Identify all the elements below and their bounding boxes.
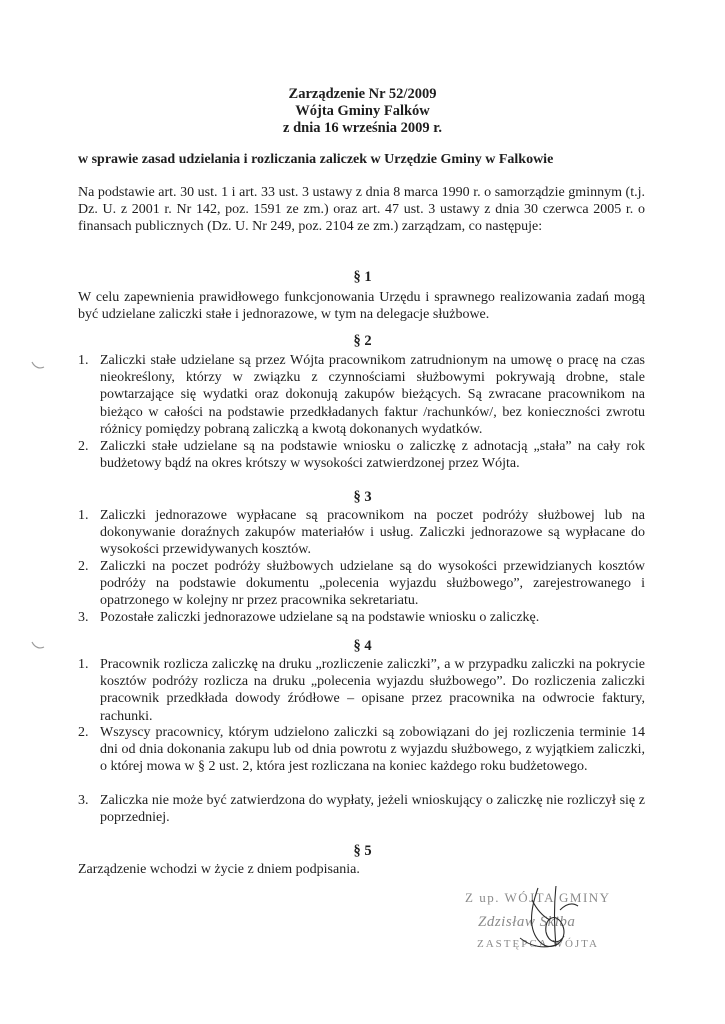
- section-2-heading: § 2: [353, 333, 372, 349]
- section-2-item-2: [78, 438, 645, 472]
- section-5-heading: § 5: [353, 843, 372, 859]
- punch-hole-mark-icon: [30, 360, 46, 372]
- document-date: z dnia 16 września 2009 r.: [283, 120, 442, 136]
- stamp-line-1: Z up. WÓJTA GMINY: [465, 890, 611, 905]
- document-issuer: Wójta Gminy Falków: [295, 103, 430, 119]
- item-number: 2.: [78, 725, 89, 740]
- item-number: 3.: [78, 793, 89, 808]
- section-5-text: Zarządzenie wchodzi w życie z dniem podpisania.: [78, 862, 360, 877]
- stamp-line-2: Zdzisław Skiba: [478, 914, 576, 930]
- item-text: Zaliczka nie może być zatwierdzona do wypłaty, jeżeli wnioskujący o zaliczkę nie rozliczył się z poprzedniej.: [100, 793, 645, 826]
- stamp-line-3: ZASTĘPCA WÓJTA: [477, 938, 599, 950]
- item-text: Zaliczki stałe udzielane są na podstawie wniosku o zaliczkę z adnotacją „stała” na cały rok budżetowy bądź na okres krótszy w wysokości zatwierdzonej przez Wójta.: [100, 439, 645, 472]
- item-number: 2.: [78, 439, 89, 454]
- section-1-heading: § 1: [353, 269, 372, 285]
- section-4-item-2: [78, 724, 645, 776]
- section-1-text: W celu zapewnienia prawidłowego funkcjonowania Urzędu i sprawnego realizowania zadań mogą być udzielane zaliczki stałe i jednorazowe, w tym na delegacje służbowe.: [78, 290, 645, 323]
- item-number: 2.: [78, 559, 89, 574]
- preamble: Na podstawie art. 30 ust. 1 i art. 33 ust. 3 ustawy z dnia 8 marca 1990 r. o samorządzie gminnym (t.j. Dz. U. z 2001 r. Nr 142, poz. 1591 ze zm.) oraz art. 47 ust. 3 ustawy z dnia 30 czerwca 2005 r. o finansach publicznych (Dz. U. Nr 249, poz. 2104 ze zm.) zarządzam, co następuje:: [78, 185, 645, 235]
- punch-hole-mark-icon: [30, 640, 46, 652]
- item-text: Zaliczki na poczet podróży służbowych udzielane są do wysokości przewidzianych kosztów podróży na podstawie dokumentu „polecenia wyjazdu służbowego”, zarejestrowanego i opatrzonego w kolejny nr przez pracownika sekretariatu.: [100, 559, 645, 609]
- item-number: 1.: [78, 508, 89, 523]
- section-3-item-1: [78, 507, 645, 559]
- item-text: Zaliczki jednorazowe wypłacane są pracownikom na poczet podróży służbowej lub na dokonywanie doraźnych zakupów materiałów i usług. Zaliczki jednorazowe są wypłacane do wysokości przewidywanych kosztów.: [100, 508, 645, 558]
- handwritten-signature: [500, 880, 590, 960]
- item-number: 1.: [78, 353, 89, 368]
- item-number: 3.: [78, 610, 89, 625]
- section-4-item-3: [78, 792, 645, 826]
- section-3-item-2: [78, 558, 645, 610]
- document-title: Zarządzenie Nr 52/2009: [288, 86, 437, 102]
- item-number: 1.: [78, 657, 89, 672]
- section-4-item-1: [78, 656, 645, 725]
- section-3-heading: § 3: [353, 489, 372, 505]
- item-text: Zaliczki stałe udzielane są przez Wójta pracownikom zatrudnionym na umowę o pracę na czas nieokreślony, którzy w związku z czynnościami służbowymi pokrywają drobne, stale powtarzające się wydatki oraz dokonują zakupów bieżących. Są zwracane pracownikom na bieżąco w całości na podstawie przedkładanych faktur /rachunków/, bez konieczności zwrotu różnicy pomiędzy pobraną zaliczką a kwotą dokonanych wydatków.: [100, 353, 645, 437]
- section-2-item-1: [78, 352, 645, 438]
- item-text: Pozostałe zaliczki jednorazowe udzielane są na podstawie wniosku o zaliczkę.: [100, 610, 540, 625]
- document-subject: w sprawie zasad udzielania i rozliczania zaliczek w Urzędzie Gminy w Falkowie: [78, 152, 554, 167]
- section-3-item-3: [78, 609, 645, 626]
- item-text: Wszyscy pracownicy, którym udzielono zaliczki są zobowiązani do jej rozliczenia terminie 14 dni od dnia dokonania zakupu lub od dnia powrotu z wyjazdu służbowego, z wyjątkiem zaliczki, o której mowa w § 2 ust. 2, która jest rozliczana na koniec każdego roku budżetowego.: [100, 725, 645, 775]
- section-4-heading: § 4: [353, 638, 372, 654]
- item-text: Pracownik rozlicza zaliczkę na druku „rozliczenie zaliczki”, a w przypadku zaliczki na pokrycie kosztów podróży rozlicza na druku „polecenia wyjazdu służbowego”. Do rozliczenia zaliczki pracownik przedkłada dowody źródłowe – opisane przez pracownika na odwrocie faktury, rachunki.: [100, 657, 645, 724]
